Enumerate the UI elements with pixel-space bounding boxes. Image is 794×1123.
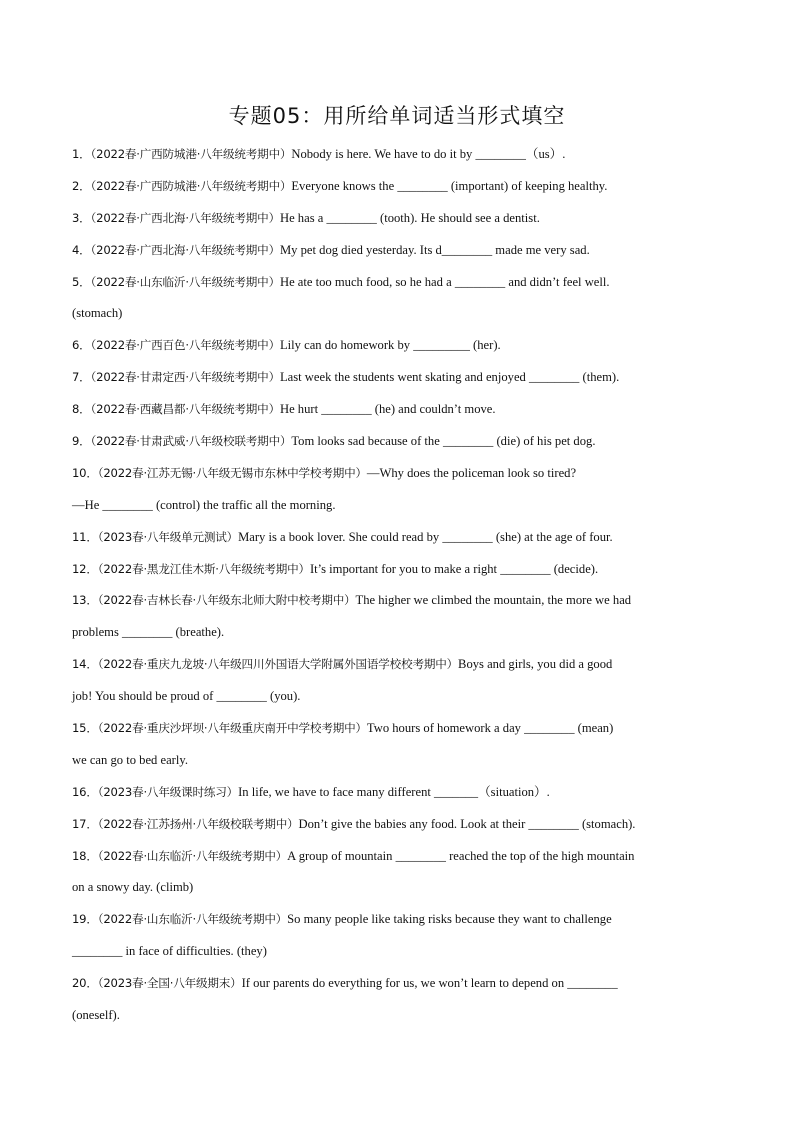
- question-text: Two hours of homework a day ________ (mean): [366, 721, 614, 736]
- question-text: Everyone knows the ________ (important) of keeping healthy.: [291, 178, 608, 193]
- page-title: 专题05：用所给单词适当形式填空: [228, 104, 566, 128]
- question-line: [72, 366, 732, 398]
- question-text: Mary is a book lover. She could read by ________ (she) at the age of four.: [238, 529, 613, 544]
- question-line: [72, 1004, 732, 1036]
- question-text: He has a ________ (tooth). He should see a dentist.: [279, 210, 540, 225]
- question-text: So many people like taking risks because they want to challenge: [287, 912, 612, 927]
- question-line: [72, 717, 732, 749]
- question-source: 10．（2022春·江苏无锡·八年级无锡市东林中学校考期中）: [72, 465, 367, 480]
- question-line: [72, 207, 732, 239]
- question-text: In life, we have to face many different _______（situation）.: [238, 784, 550, 799]
- question-line: [72, 398, 732, 430]
- question-line: [72, 430, 732, 462]
- question-line: [72, 749, 732, 781]
- question-line: [72, 621, 732, 653]
- question-source: 20．（2023春·全国·八年级期末）: [72, 976, 242, 991]
- question-source: 8．（2022春·西藏昌都·八年级统考期中）: [72, 402, 280, 417]
- question-line: [72, 940, 732, 972]
- question-line: [72, 589, 732, 621]
- question-line: [72, 334, 732, 366]
- question-line: [72, 462, 732, 494]
- question-text: The higher we climbed the mountain, the more we had: [355, 593, 632, 608]
- question-source: 12．（2022春·黑龙江佳木斯·八年级统考期中）: [72, 561, 310, 576]
- question-text: Tom looks sad because of the ________ (die) of his pet dog.: [291, 434, 596, 449]
- question-list: [72, 143, 732, 1036]
- question-source: 11．（2023春·八年级单元测试）: [72, 529, 239, 544]
- question-source: 1．（2022春·广西防城港·八年级统考期中）: [72, 147, 292, 161]
- question-line: [72, 526, 732, 558]
- question-text: (stomach): [72, 306, 123, 321]
- question-source: 5．（2022春·山东临沂·八年级统考期中）: [72, 274, 280, 289]
- question-line: [72, 908, 732, 940]
- question-text: Last week the students went skating and enjoyed ________ (them).: [279, 370, 620, 385]
- question-line: [72, 813, 732, 845]
- question-source: 14．（2022春·重庆九龙坡·八年级四川外国语大学附属外国语学校校考期中）: [72, 657, 459, 672]
- question-text: ________ in face of difficulties. (they): [72, 944, 267, 959]
- question-source: 2．（2022春·广西防城港·八年级统考期中）: [72, 178, 292, 193]
- question-text: Don’t give the babies any food. Look at their ________ (stomach).: [298, 816, 636, 831]
- question-text: Nobody is here. We have to do it by ________（us）.: [291, 147, 566, 161]
- question-source: 9．（2022春·甘肃武威·八年级校联考期中）: [72, 434, 292, 449]
- question-line: [72, 653, 732, 685]
- question-text: (oneself).: [72, 1008, 120, 1023]
- question-line: [72, 685, 732, 717]
- question-text: problems ________ (breathe).: [72, 625, 225, 640]
- question-source: 15．（2022春·重庆沙坪坝·八年级重庆南开中学校考期中）: [72, 721, 367, 736]
- question-line: [72, 845, 732, 877]
- question-text: job! You should be proud of ________ (you).: [72, 689, 301, 704]
- question-text: My pet dog died yesterday. Its d________ made me very sad.: [279, 242, 590, 257]
- question-text: we can go to bed early.: [72, 752, 188, 767]
- question-line: [72, 239, 732, 271]
- question-line: [72, 271, 732, 303]
- question-text: —Why does the policeman look so tired?: [366, 465, 577, 480]
- question-source: 13．（2022春·吉林长春·八年级东北师大附中校考期中）: [72, 593, 356, 608]
- question-text: He ate too much food, so he had a ________ and didn’t feel well.: [279, 274, 610, 289]
- question-text: —He ________ (control) the traffic all the morning.: [72, 497, 336, 512]
- question-line: [72, 494, 732, 526]
- question-line: [72, 302, 732, 334]
- question-line: [72, 558, 732, 590]
- question-line: [72, 175, 732, 207]
- question-text: Lily can do homework by _________ (her).: [279, 338, 501, 353]
- question-text: If our parents do everything for us, we won’t learn to depend on ________: [241, 976, 618, 991]
- question-text: He hurt ________ (he) and couldn’t move.: [279, 402, 496, 417]
- question-source: 4．（2022春·广西北海·八年级统考期中）: [72, 242, 280, 257]
- question-text: Boys and girls, you did a good: [458, 657, 613, 672]
- question-source: 3．（2022春·广西北海·八年级统考期中）: [72, 210, 280, 225]
- question-source: 19．（2022春·山东临沂·八年级统考期中）: [72, 912, 288, 927]
- question-source: 17．（2022春·江苏扬州·八年级校联考期中）: [72, 816, 299, 831]
- question-line: [72, 972, 732, 1004]
- question-source: 6．（2022春·广西百色·八年级统考期中）: [72, 338, 280, 353]
- question-source: 7．（2022春·甘肃定西·八年级统考期中）: [72, 370, 280, 385]
- question-source: 16．（2023春·八年级课时练习）: [72, 784, 239, 799]
- question-text: A group of mountain ________ reached the top of the high mountain: [287, 848, 635, 863]
- question-text: It’s important for you to make a right ________ (decide).: [309, 561, 599, 576]
- question-line: [72, 876, 732, 908]
- question-text: on a snowy day. (climb): [72, 880, 194, 895]
- question-source: 18．（2022春·山东临沂·八年级统考期中）: [72, 848, 288, 863]
- question-line: [72, 143, 732, 175]
- question-line: [72, 781, 732, 813]
